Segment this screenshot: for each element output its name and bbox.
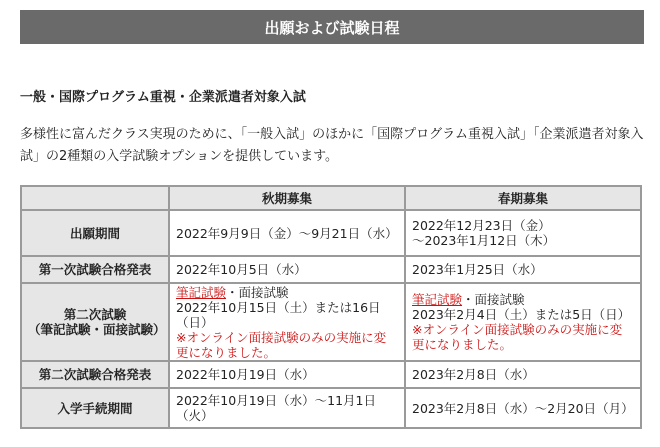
table-row-first-result — [21, 256, 641, 283]
row-label-second-exam-line2: （筆記試験・面接試験） — [28, 322, 166, 337]
exam-type-rest: ・面接試験 — [462, 292, 525, 307]
exam-change-note: ※オンライン面接試験のみの実施に変更になりました。 — [176, 329, 387, 360]
page-banner — [20, 10, 644, 44]
banner-title: 出願および試験日程 — [264, 18, 400, 37]
cell-second-exam-spring — [405, 283, 641, 361]
cell-first-result-spring: 2023年1月25日（水） — [405, 256, 641, 283]
schedule-table — [20, 185, 642, 429]
cell-second-result-spring: 2023年2月8日（水） — [405, 361, 641, 388]
header-corner — [21, 186, 169, 210]
row-label-enrollment: 入学手続期間 — [21, 388, 169, 428]
struck-written-exam: 筆記試験 — [412, 292, 463, 307]
table-row-second-exam — [21, 283, 641, 361]
row-label-first-result: 第一次試験合格発表 — [21, 256, 169, 283]
row-label-second-result: 第二次試験合格発表 — [21, 361, 169, 388]
row-label-second-exam — [21, 283, 169, 361]
struck-written-exam: 筆記試験 — [176, 284, 227, 300]
intro-paragraph: 多様性に富んだクラス実現のために、「一般入試」のほかに「国際プログラム重視入試」「企業派遣者対象入試」の2種類の入学試験オプションを提供しています。 — [20, 127, 644, 164]
cell-enrollment-autumn: 2022年10月19日（水）～11月1日（火） — [169, 388, 405, 428]
table-row-application — [21, 210, 641, 256]
table-header-row — [21, 186, 641, 210]
cell-second-result-autumn: 2022年10月19日（水） — [169, 361, 405, 388]
cell-first-result-autumn: 2022年10月5日（水） — [169, 256, 405, 283]
row-label-application: 出願期間 — [21, 210, 169, 256]
exam-type-rest: ・面接試験 — [226, 284, 289, 300]
cell-application-spring — [405, 210, 641, 256]
header-autumn: 秋期募集 — [169, 186, 405, 210]
header-spring: 春期募集 — [405, 186, 641, 210]
section-title: 一般・国際プログラム重視・企業派遣者対象入試 — [20, 90, 306, 105]
cell-enrollment-spring: 2023年2月8日（水）～2月20日（月） — [405, 388, 641, 428]
exam-type-line — [176, 285, 398, 300]
cell-application-autumn: 2022年9月9日（金）～9月21日（水） — [169, 210, 405, 256]
cell-application-spring-line2: ～2023年1月12日（木） — [412, 233, 556, 248]
exam-date: 2023年2月4日（土）または5日（日） — [412, 307, 631, 322]
table-row-enrollment — [21, 388, 641, 428]
table-row-second-result — [21, 361, 641, 388]
cell-application-spring-line1: 2022年12月23日（金） — [412, 218, 551, 233]
exam-date: 2022年10月15日（土）または16日（日） — [176, 299, 381, 330]
exam-change-note: ※オンライン面接試験のみの実施に変更になりました。 — [412, 322, 623, 352]
exam-type-line — [412, 292, 634, 307]
row-label-second-exam-line1: 第二次試験 — [63, 307, 127, 322]
cell-second-exam-autumn — [169, 283, 405, 361]
